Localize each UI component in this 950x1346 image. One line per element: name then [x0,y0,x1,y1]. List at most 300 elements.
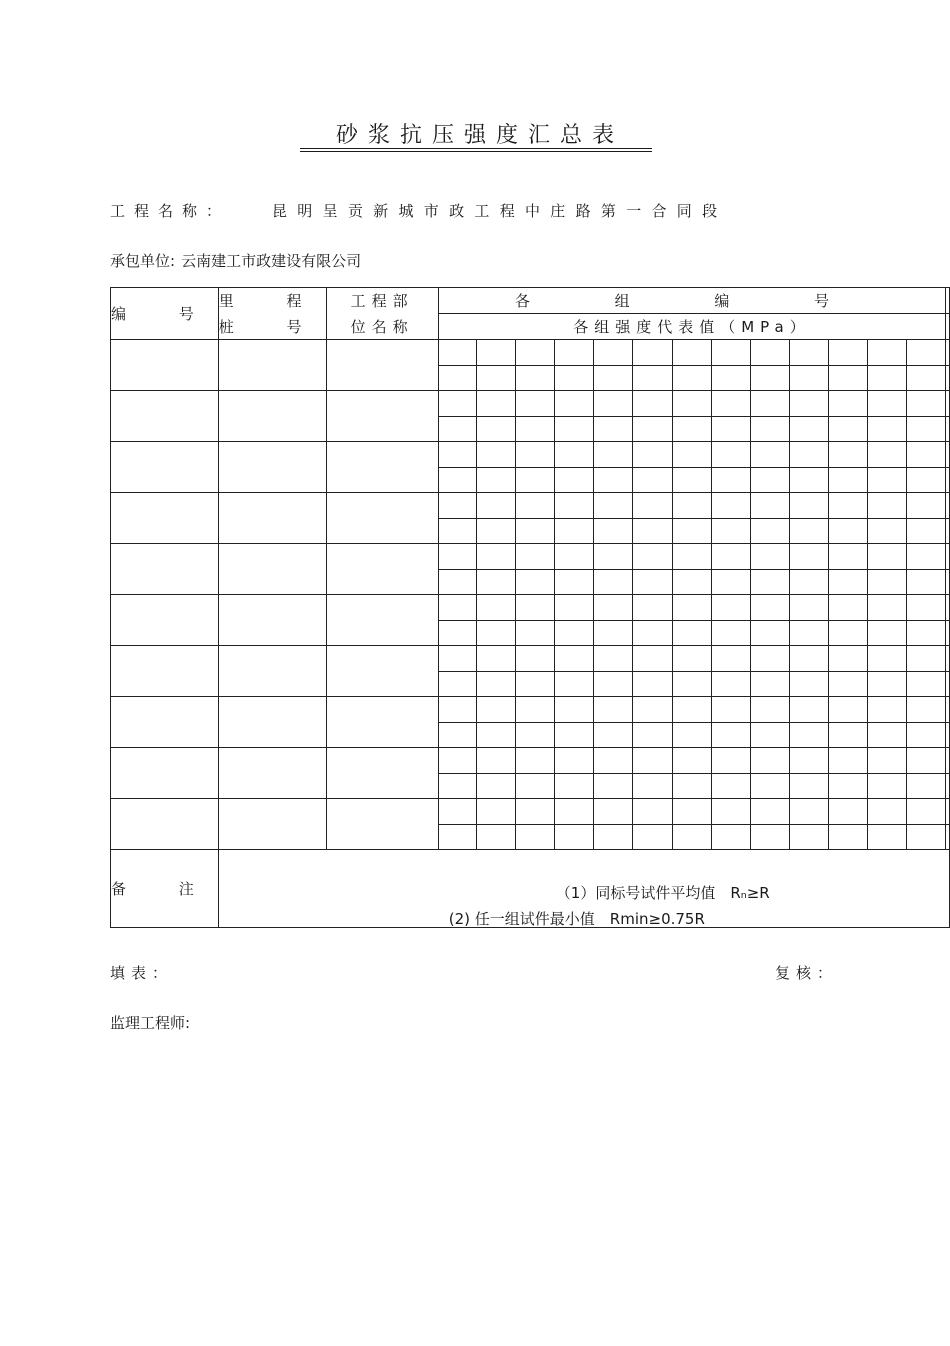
strength-value-cell[interactable] [554,518,593,544]
part-cell[interactable] [326,646,438,697]
strength-value-cell[interactable] [594,391,633,417]
strength-value-cell[interactable] [789,748,828,774]
number-cell[interactable] [111,391,219,442]
number-cell[interactable] [111,595,219,646]
strength-value-cell[interactable] [594,544,633,570]
strength-value-cell[interactable] [633,467,672,493]
strength-value-cell[interactable] [516,442,554,468]
strength-value-cell[interactable] [712,799,751,825]
strength-value-cell[interactable] [594,569,633,595]
strength-value-cell[interactable] [868,620,906,646]
strength-value-cell[interactable] [554,340,593,366]
strength-value-cell[interactable] [477,416,516,442]
strength-value-cell[interactable] [516,365,554,391]
strength-value-cell[interactable] [789,442,828,468]
strength-value-cell[interactable] [438,620,476,646]
strength-value-cell[interactable] [906,799,945,825]
strength-value-cell[interactable] [477,595,516,621]
strength-value-cell[interactable] [672,493,711,519]
strength-value-cell[interactable] [477,824,516,850]
strength-value-cell[interactable] [751,518,789,544]
strength-value-cell[interactable] [751,391,789,417]
strength-value-cell[interactable] [906,467,945,493]
remark-content [218,850,949,928]
strength-value-cell[interactable] [789,646,828,672]
strength-value-cell[interactable] [712,493,751,519]
strength-value-cell[interactable] [554,799,593,825]
strength-value-cell[interactable] [594,442,633,468]
strength-value-cell[interactable] [633,671,672,697]
strength-value-cell[interactable] [868,722,906,748]
strength-value-cell[interactable] [477,671,516,697]
strength-value-cell[interactable] [672,671,711,697]
strength-value-cell[interactable] [789,518,828,544]
strength-value-cell[interactable] [751,467,789,493]
strength-value-cell[interactable] [712,569,751,595]
strength-value-cell[interactable] [477,620,516,646]
strength-value-cell[interactable] [868,365,906,391]
strength-value-cell[interactable] [516,595,554,621]
strength-value-cell[interactable] [712,365,751,391]
strength-value-cell[interactable] [633,569,672,595]
mileage-cell[interactable] [218,391,326,442]
strength-value-cell[interactable] [554,416,593,442]
strength-value-cell[interactable] [672,391,711,417]
strength-value-cell[interactable] [633,824,672,850]
table-row [111,391,950,417]
number-cell[interactable] [111,799,219,850]
strength-value-cell[interactable] [751,544,789,570]
strength-value-cell[interactable] [594,493,633,519]
strength-value-cell[interactable] [477,493,516,519]
strength-value-cell[interactable] [789,493,828,519]
strength-value-cell[interactable] [477,799,516,825]
strength-value-cell[interactable] [712,748,751,774]
strength-value-cell[interactable] [829,391,868,417]
strength-value-cell[interactable] [906,595,945,621]
strength-value-cell[interactable] [751,748,789,774]
strength-value-cell[interactable] [868,467,906,493]
strength-value-cell[interactable] [712,671,751,697]
strength-value-cell[interactable] [438,467,476,493]
strength-value-cell[interactable] [712,340,751,366]
strength-value-cell[interactable] [594,697,633,723]
part-cell[interactable] [326,697,438,748]
strength-value-cell[interactable] [712,620,751,646]
strength-value-cell[interactable] [789,365,828,391]
strength-value-cell[interactable] [712,391,751,417]
strength-value-cell[interactable] [516,391,554,417]
strength-value-cell[interactable] [438,697,476,723]
strength-value-cell[interactable] [594,467,633,493]
strength-value-cell[interactable] [829,518,868,544]
strength-value-cell[interactable] [906,493,945,519]
mileage-cell[interactable] [218,442,326,493]
strength-value-cell[interactable] [633,493,672,519]
strength-value-cell[interactable] [868,518,906,544]
strength-value-cell[interactable] [906,569,945,595]
mileage-cell[interactable] [218,493,326,544]
strength-value-cell[interactable] [906,365,945,391]
strength-value-cell[interactable] [712,544,751,570]
strength-value-cell[interactable] [554,697,593,723]
strength-value-cell[interactable] [751,722,789,748]
strength-value-cell[interactable] [633,799,672,825]
strength-value-cell[interactable] [516,518,554,544]
strength-value-cell[interactable] [906,442,945,468]
strength-value-cell[interactable] [438,722,476,748]
mileage-cell[interactable] [218,799,326,850]
strength-value-cell[interactable] [712,697,751,723]
strength-value-cell[interactable] [829,442,868,468]
strength-value-cell[interactable] [554,493,593,519]
strength-value-cell[interactable] [906,340,945,366]
strength-value-cell[interactable] [554,544,593,570]
strength-value-cell[interactable] [829,493,868,519]
mileage-cell[interactable] [218,544,326,595]
strength-value-cell[interactable] [672,773,711,799]
strength-value-cell[interactable] [712,416,751,442]
number-cell[interactable] [111,646,219,697]
strength-value-cell[interactable] [672,416,711,442]
strength-value-cell[interactable] [789,416,828,442]
strength-value-cell[interactable] [712,722,751,748]
strength-value-cell[interactable] [438,391,476,417]
strength-value-cell[interactable] [554,773,593,799]
strength-value-cell[interactable] [516,416,554,442]
strength-value-cell[interactable] [477,365,516,391]
strength-value-cell[interactable] [906,518,945,544]
strength-value-cell[interactable] [633,748,672,774]
strength-value-cell[interactable] [554,722,593,748]
strength-value-cell[interactable] [477,748,516,774]
strength-value-cell[interactable] [868,646,906,672]
strength-value-cell[interactable] [751,824,789,850]
strength-value-cell[interactable] [751,620,789,646]
strength-value-cell[interactable] [477,340,516,366]
strength-value-cell[interactable] [594,799,633,825]
strength-value-cell[interactable] [751,569,789,595]
edge-cell [946,620,950,646]
strength-value-cell[interactable] [868,773,906,799]
strength-value-cell[interactable] [868,442,906,468]
strength-value-cell[interactable] [633,646,672,672]
part-cell[interactable] [326,442,438,493]
strength-value-cell[interactable] [829,824,868,850]
strength-value-cell[interactable] [554,391,593,417]
strength-value-cell[interactable] [477,697,516,723]
mileage-cell[interactable] [218,748,326,799]
strength-value-cell[interactable] [868,697,906,723]
header-part-2-text: 位名称 [350,317,414,336]
strength-value-cell[interactable] [438,518,476,544]
strength-value-cell[interactable] [868,340,906,366]
strength-value-cell[interactable] [516,493,554,519]
strength-value-cell[interactable] [438,671,476,697]
strength-value-cell[interactable] [516,748,554,774]
number-cell[interactable] [111,442,219,493]
strength-value-cell[interactable] [712,773,751,799]
strength-value-cell[interactable] [789,824,828,850]
strength-value-cell[interactable] [712,518,751,544]
strength-value-cell[interactable] [477,518,516,544]
strength-value-cell[interactable] [829,748,868,774]
strength-value-cell[interactable] [672,442,711,468]
strength-value-cell[interactable] [438,569,476,595]
strength-value-cell[interactable] [672,697,711,723]
number-cell[interactable] [111,697,219,748]
strength-value-cell[interactable] [554,748,593,774]
strength-value-cell[interactable] [751,340,789,366]
strength-value-cell[interactable] [712,442,751,468]
strength-value-cell[interactable] [906,773,945,799]
strength-value-cell[interactable] [789,773,828,799]
strength-value-cell[interactable] [633,442,672,468]
strength-value-cell[interactable] [751,671,789,697]
strength-value-cell[interactable] [594,595,633,621]
strength-value-cell[interactable] [633,697,672,723]
strength-value-cell[interactable] [751,442,789,468]
header-mileage-2-text: 桩 号 [218,317,326,336]
strength-value-cell[interactable] [829,595,868,621]
strength-value-cell[interactable] [672,365,711,391]
strength-value-cell[interactable] [516,569,554,595]
strength-value-cell[interactable] [789,391,828,417]
strength-value-cell[interactable] [477,442,516,468]
strength-value-cell[interactable] [906,646,945,672]
strength-value-cell[interactable] [672,620,711,646]
strength-value-cell[interactable] [516,722,554,748]
strength-value-cell[interactable] [672,340,711,366]
strength-value-cell[interactable] [672,799,711,825]
strength-value-cell[interactable] [906,544,945,570]
strength-value-cell[interactable] [516,671,554,697]
strength-value-cell[interactable] [516,773,554,799]
strength-value-cell[interactable] [594,773,633,799]
table-row [111,442,950,468]
strength-value-cell[interactable] [516,646,554,672]
strength-value-cell[interactable] [672,595,711,621]
strength-value-cell[interactable] [554,365,593,391]
part-cell[interactable] [326,391,438,442]
strength-value-cell[interactable] [516,340,554,366]
strength-value-cell[interactable] [868,824,906,850]
strength-value-cell[interactable] [906,748,945,774]
strength-value-cell[interactable] [554,671,593,697]
strength-value-cell[interactable] [712,595,751,621]
strength-value-cell[interactable] [751,646,789,672]
strength-value-cell[interactable] [751,799,789,825]
strength-value-cell[interactable] [751,697,789,723]
strength-value-cell[interactable] [477,773,516,799]
strength-value-cell[interactable] [868,493,906,519]
strength-value-cell[interactable] [438,824,476,850]
strength-value-cell[interactable] [516,467,554,493]
part-cell[interactable] [326,595,438,646]
part-cell[interactable] [326,748,438,799]
strength-value-cell[interactable] [633,773,672,799]
strength-value-cell[interactable] [829,722,868,748]
strength-value-cell[interactable] [829,697,868,723]
strength-value-cell[interactable] [672,722,711,748]
strength-value-cell[interactable] [516,824,554,850]
strength-value-cell[interactable] [438,340,476,366]
strength-value-cell[interactable] [633,365,672,391]
strength-value-cell[interactable] [594,722,633,748]
strength-value-cell[interactable] [594,518,633,544]
strength-value-cell[interactable] [829,569,868,595]
number-cell[interactable] [111,493,219,544]
strength-value-cell[interactable] [554,824,593,850]
strength-value-cell[interactable] [672,824,711,850]
strength-value-cell[interactable] [633,391,672,417]
strength-value-cell[interactable] [477,467,516,493]
strength-value-cell[interactable] [438,365,476,391]
part-cell[interactable] [326,493,438,544]
strength-value-cell[interactable] [633,722,672,748]
strength-value-cell[interactable] [438,416,476,442]
strength-value-cell[interactable] [829,416,868,442]
part-cell[interactable] [326,340,438,391]
strength-value-cell[interactable] [789,544,828,570]
edge-cell [946,340,950,366]
strength-value-cell[interactable] [477,391,516,417]
strength-value-cell[interactable] [633,544,672,570]
strength-value-cell[interactable] [672,569,711,595]
strength-value-cell[interactable] [633,518,672,544]
number-cell[interactable] [111,340,219,391]
strength-value-cell[interactable] [789,722,828,748]
strength-value-cell[interactable] [672,518,711,544]
strength-value-cell[interactable] [829,467,868,493]
strength-value-cell[interactable] [751,416,789,442]
strength-value-cell[interactable] [868,416,906,442]
strength-value-cell[interactable] [633,416,672,442]
strength-value-cell[interactable] [594,416,633,442]
strength-value-cell[interactable] [789,467,828,493]
strength-value-cell[interactable] [438,773,476,799]
strength-value-cell[interactable] [868,799,906,825]
strength-value-cell[interactable] [438,646,476,672]
strength-value-cell[interactable] [829,773,868,799]
strength-value-cell[interactable] [594,824,633,850]
strength-value-cell[interactable] [477,569,516,595]
strength-value-cell[interactable] [906,722,945,748]
strength-value-cell[interactable] [516,799,554,825]
strength-value-cell[interactable] [868,569,906,595]
edge-cell [946,595,950,621]
strength-value-cell[interactable] [751,493,789,519]
strength-value-cell[interactable] [906,697,945,723]
strength-value-cell[interactable] [672,748,711,774]
strength-value-cell[interactable] [477,544,516,570]
strength-value-cell[interactable] [554,620,593,646]
strength-value-cell[interactable] [633,620,672,646]
strength-value-cell[interactable] [906,671,945,697]
strength-value-cell[interactable] [712,467,751,493]
mileage-cell[interactable] [218,697,326,748]
strength-value-cell[interactable] [477,646,516,672]
header-number-text: 编 号 [111,305,218,323]
strength-value-cell[interactable] [712,824,751,850]
strength-value-cell[interactable] [789,620,828,646]
strength-value-cell[interactable] [789,697,828,723]
strength-value-cell[interactable] [868,748,906,774]
strength-value-cell[interactable] [516,620,554,646]
strength-value-cell[interactable] [554,595,593,621]
strength-value-cell[interactable] [712,646,751,672]
strength-value-cell[interactable] [751,595,789,621]
mileage-cell[interactable] [218,646,326,697]
strength-value-cell[interactable] [554,569,593,595]
strength-value-cell[interactable] [672,544,711,570]
strength-value-cell[interactable] [594,620,633,646]
project-name-label: 工程名称： [110,202,231,220]
strength-value-cell[interactable] [672,467,711,493]
strength-value-cell[interactable] [868,391,906,417]
mileage-cell[interactable] [218,595,326,646]
strength-value-cell[interactable] [789,799,828,825]
strength-value-cell[interactable] [438,493,476,519]
strength-value-cell[interactable] [751,773,789,799]
strength-value-cell[interactable] [554,467,593,493]
strength-value-cell[interactable] [829,340,868,366]
mileage-cell[interactable] [218,340,326,391]
number-cell[interactable] [111,748,219,799]
strength-value-cell[interactable] [594,365,633,391]
strength-value-cell[interactable] [829,620,868,646]
strength-value-cell[interactable] [594,671,633,697]
strength-value-cell[interactable] [438,595,476,621]
strength-value-cell[interactable] [906,824,945,850]
strength-value-cell[interactable] [829,544,868,570]
strength-value-cell[interactable] [438,544,476,570]
strength-value-cell[interactable] [868,671,906,697]
strength-value-cell[interactable] [438,799,476,825]
strength-value-cell[interactable] [868,544,906,570]
strength-value-cell[interactable] [594,748,633,774]
strength-value-cell[interactable] [789,340,828,366]
strength-value-cell[interactable] [906,620,945,646]
part-cell[interactable] [326,799,438,850]
strength-value-cell[interactable] [829,671,868,697]
strength-value-cell[interactable] [554,646,593,672]
strength-value-cell[interactable] [868,595,906,621]
strength-value-cell[interactable] [829,646,868,672]
strength-value-cell[interactable] [789,595,828,621]
strength-value-cell[interactable] [438,442,476,468]
strength-value-cell[interactable] [829,799,868,825]
strength-value-cell[interactable] [906,416,945,442]
strength-value-cell[interactable] [554,442,593,468]
strength-value-cell[interactable] [789,671,828,697]
strength-value-cell[interactable] [594,340,633,366]
strength-value-cell[interactable] [906,391,945,417]
strength-value-cell[interactable] [477,722,516,748]
strength-value-cell[interactable] [594,646,633,672]
part-cell[interactable] [326,544,438,595]
strength-value-cell[interactable] [751,365,789,391]
strength-value-cell[interactable] [516,697,554,723]
strength-value-cell[interactable] [633,595,672,621]
strength-value-cell[interactable] [438,748,476,774]
strength-value-cell[interactable] [829,365,868,391]
number-cell[interactable] [111,544,219,595]
strength-value-cell[interactable] [633,340,672,366]
strength-value-cell[interactable] [672,646,711,672]
strength-value-cell[interactable] [789,569,828,595]
strength-value-cell[interactable] [516,544,554,570]
